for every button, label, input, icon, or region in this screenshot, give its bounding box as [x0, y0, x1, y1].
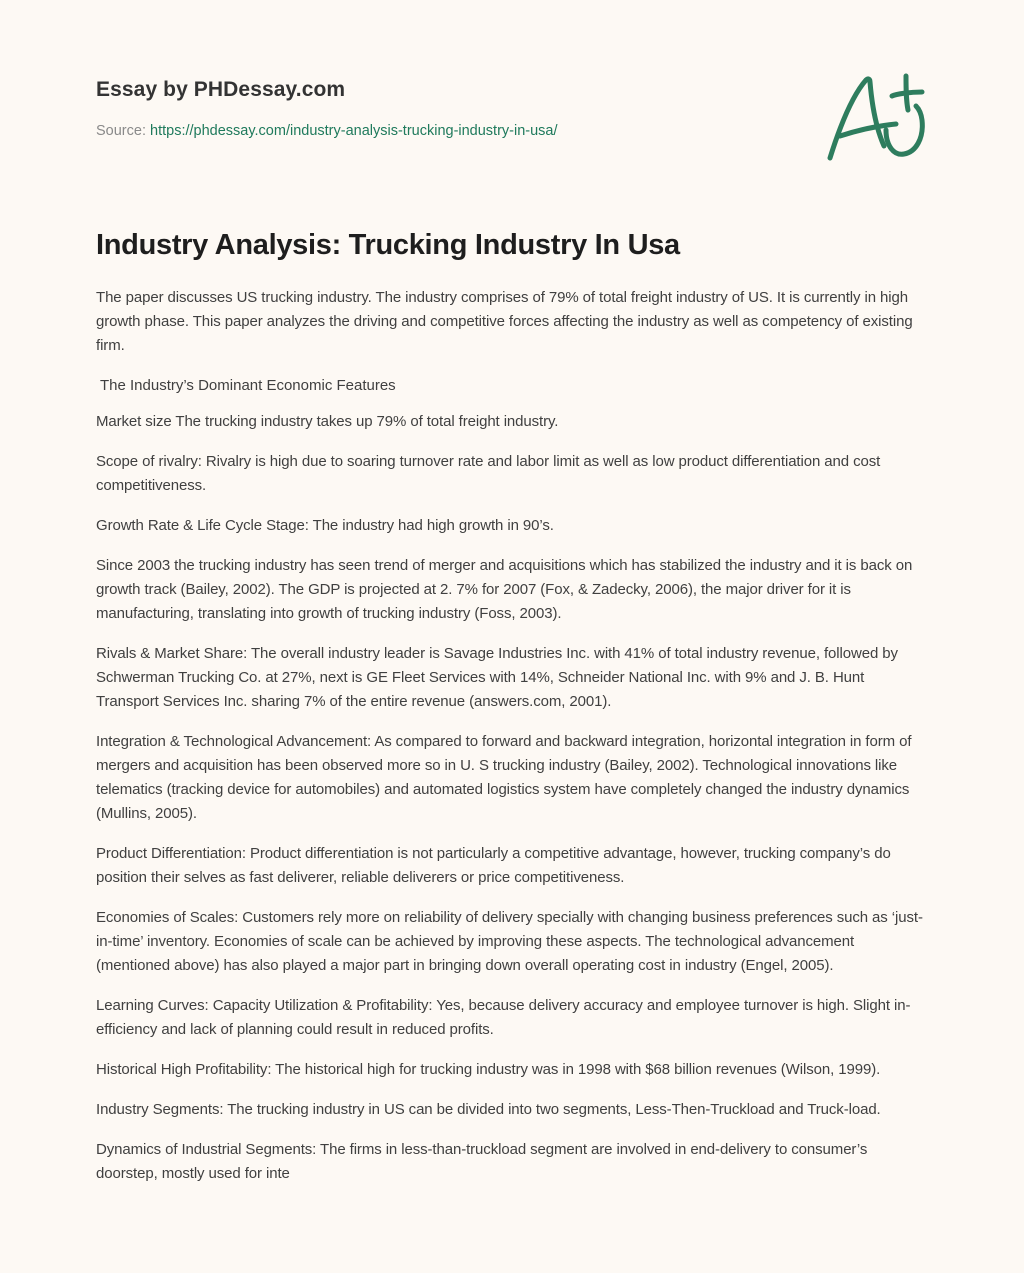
brand-title: Essay by PHDessay.com — [96, 78, 346, 101]
source-link[interactable]: https://phdessay.com/industry-analysis-trucking-industry-in-usa/ — [150, 123, 558, 139]
paragraph-mergers-since-2003: Since 2003 the trucking industry has seen trend of merger and acquisitions which has stabilized the industry and it is back on growth track (Bailey, 2002). The GDP is projected at 2. 7% for 2007 (Fox, & Zadecky, 2006), the major driver for it is manufacturing, translating into growth of trucking industry (Foss, 2003). — [96, 557, 913, 622]
paragraph-market-size: Market size The trucking industry takes up 79% of total freight industry. — [96, 413, 559, 430]
paragraph-rivals-market-share: Rivals & Market Share: The overall industry leader is Savage Industries Inc. with 41% of total industry revenue, followed by Schwerman Trucking Co. at 27%, next is GE Fleet Services with 14%, Schneider National Inc. with 9% and J. B. Hunt Transport Services Inc. sharing 7% of the entire revenue (answers.com, 2001). — [96, 645, 898, 710]
source-label: Source: — [96, 123, 146, 139]
paragraph-product-differentiation: Product Differentiation: Product differentiation is not particularly a competitive advantage, however, trucking company’s do position their selves as fast deliverer, reliable deliverers or price competitiveness. — [96, 845, 891, 886]
paragraph-integration: Integration & Technological Advancement: As compared to forward and backward integration, horizontal integration in form of mergers and acquisition has been observed more so in U. S trucking industry (Bailey, 2002). Technological innovations like telematics (tracking device for automobiles) and automated logistics system have completely changed the industry dynamics (Mullins, 2005). — [96, 733, 912, 822]
page-header — [96, 76, 796, 141]
section-subheading: The Industry’s Dominant Economic Features — [100, 377, 396, 394]
article-intro: The paper discusses US trucking industry. The industry comprises of 79% of total freight industry of US. It is currently in high growth phase. This paper analyzes the driving and competitive forces affecting the industry as well as competency of existing firm. — [96, 289, 913, 354]
source-line — [96, 121, 796, 141]
paragraph-growth-rate: Growth Rate & Life Cycle Stage: The industry had high growth in 90’s. — [96, 517, 554, 534]
paragraph-economies-of-scale: Economies of Scales: Customers rely more on reliability of delivery specially with changing business preferences such as ‘just-in-time’ inventory. Economies of scale can be achieved by improving these aspects. The technological advancement (mentioned above) has also played a major part in bringing down overall operating cost in industry (Engel, 2005). — [96, 909, 923, 974]
article-title: Industry Analysis: Trucking Industry In Usa — [96, 229, 680, 261]
article — [96, 226, 926, 1202]
paragraph-segment-dynamics: Dynamics of Industrial Segments: The firms in less-than-truckload segment are involved in end-delivery to consumer’s doorstep, mostly used for inte — [96, 1141, 868, 1182]
a-plus-grade-icon — [818, 66, 938, 166]
paragraph-scope-of-rivalry: Scope of rivalry: Rivalry is high due to soaring turnover rate and labor limit as well as low product differentiation and cost competitiveness. — [96, 453, 881, 494]
paragraph-historical-profitability: Historical High Profitability: The historical high for trucking industry was in 1998 with $68 billion revenues (Wilson, 1999). — [96, 1061, 881, 1078]
paragraph-industry-segments: Industry Segments: The trucking industry in US can be divided into two segments, Less-Then-Truckload and Truck-load. — [96, 1101, 881, 1118]
paragraph-learning-curves: Learning Curves: Capacity Utilization & Profitability: Yes, because delivery accuracy and employee turnover is high. Slight in-efficiency and lack of planning could result in reduced profits. — [96, 997, 911, 1038]
